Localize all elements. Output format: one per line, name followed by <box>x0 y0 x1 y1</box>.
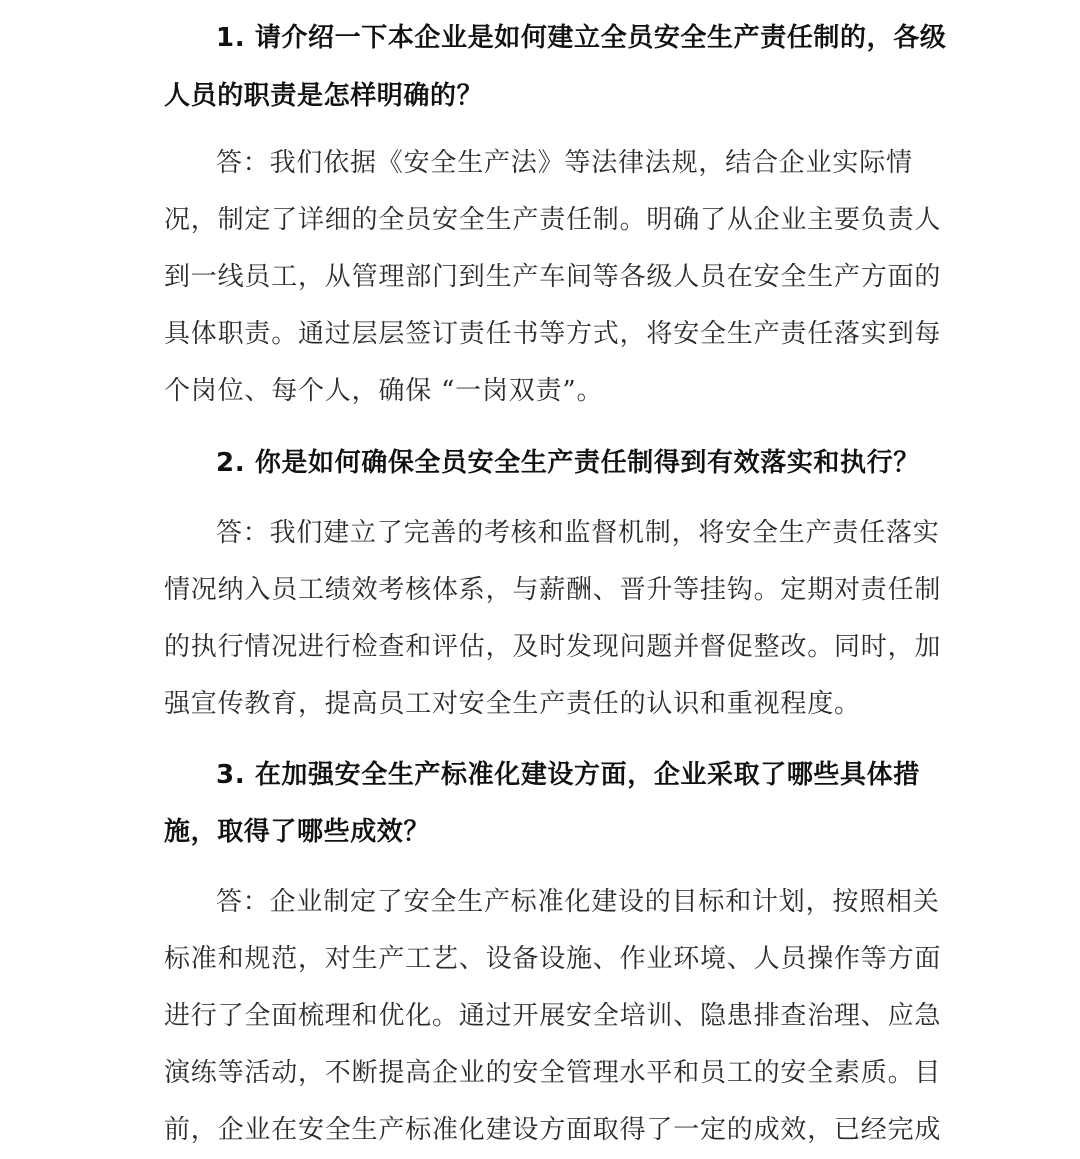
answer-1-line-5: 个岗位、每个人，确保 “一岗双责”。 <box>164 376 604 406</box>
answer-1-line-1: 答：我们依据《安全生产法》等法律法规，结合企业实际情 <box>216 148 913 178</box>
question-2-line-1: 2. 你是如何确保全员安全生产责任制得到有效落实和执行？ <box>216 448 920 478</box>
answer-2-line-2: 情况纳入员工绩效考核体系，与薪酬、晋升等挂钩。定期对责任制 <box>164 575 942 605</box>
answer-2-line-4: 强宣传教育，提高员工对安全生产责任的认识和重视程度。 <box>164 689 861 719</box>
answer-3-line-5: 前，企业在安全生产标准化建设方面取得了一定的成效，已经完成 <box>164 1115 942 1145</box>
question-3-line-2: 施，取得了哪些成效？ <box>164 817 431 847</box>
question-1-line-1: 1. 请介绍一下本企业是如何建立全员安全生产责任制的，各级 <box>216 23 947 53</box>
answer-1-line-3: 到一线员工，从管理部门到生产车间等各级人员在安全生产方面的 <box>164 262 942 292</box>
answer-1-line-2: 况，制定了详细的全员安全生产责任制。明确了从企业主要负责人 <box>164 205 942 235</box>
answer-3-line-2: 标准和规范，对生产工艺、设备设施、作业环境、人员操作等方面 <box>164 944 942 974</box>
answer-3-line-4: 演练等活动，不断提高企业的安全管理水平和员工的安全素质。目 <box>164 1058 942 1088</box>
question-1-line-2: 人员的职责是怎样明确的？ <box>164 81 484 111</box>
answer-3-line-1: 答：企业制定了安全生产标准化建设的目标和计划，按照相关 <box>216 887 940 917</box>
answer-2-line-1: 答：我们建立了完善的考核和监督机制，将安全生产责任落实 <box>216 518 940 548</box>
answer-3-line-3: 进行了全面梳理和优化。通过开展安全培训、隐患排查治理、应急 <box>164 1001 942 1031</box>
answer-1-line-4: 具体职责。通过层层签订责任书等方式，将安全生产责任落实到每 <box>164 319 942 349</box>
question-3-line-1: 3. 在加强安全生产标准化建设方面，企业采取了哪些具体措 <box>216 760 920 790</box>
answer-2-line-3: 的执行情况进行检查和评估，及时发现问题并督促整改。同时，加 <box>164 632 942 662</box>
